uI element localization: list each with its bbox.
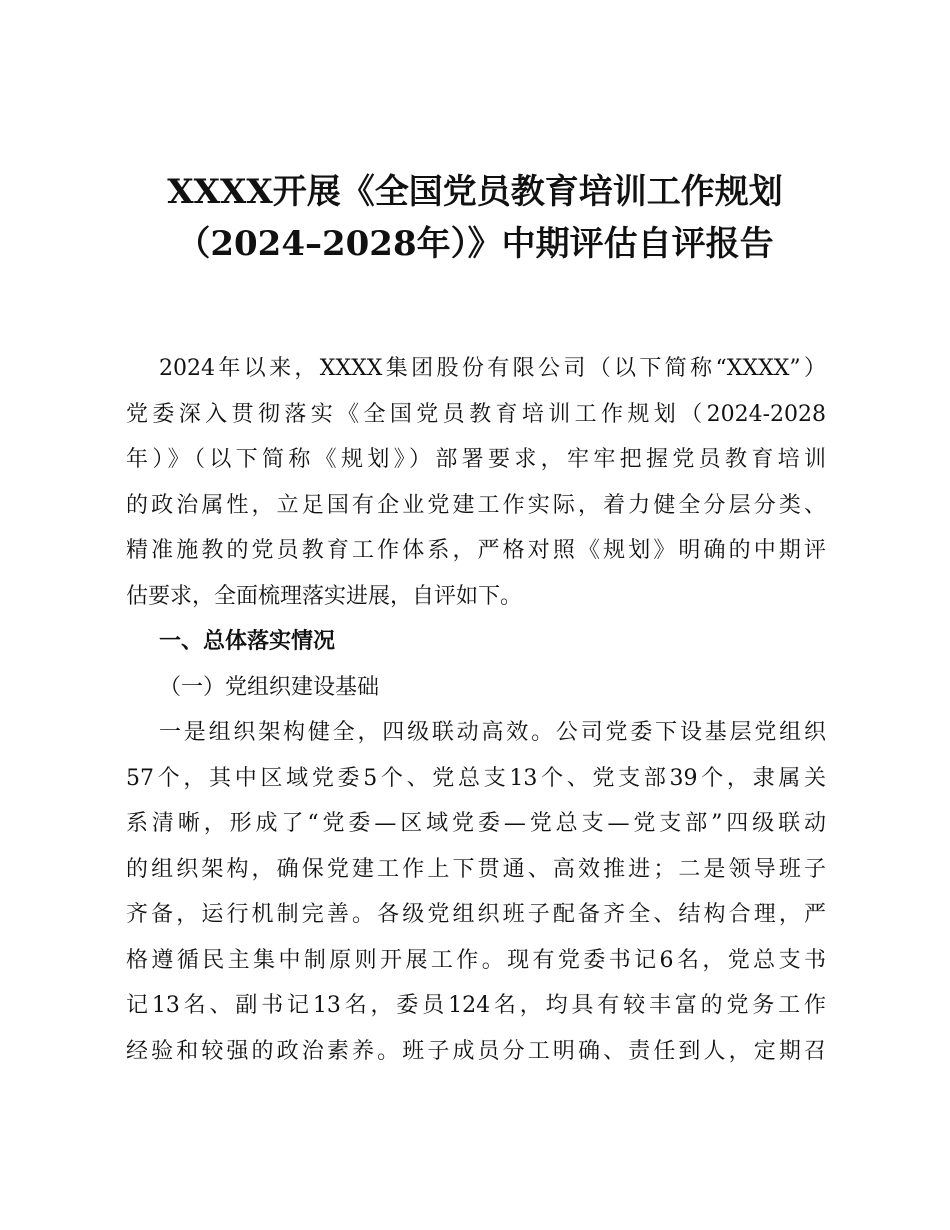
intro-line-1: 2024年以来，XXXX集团股份有限公司（以下简称“XXXX”） <box>159 356 826 381</box>
body-line-6: 格遵循民主集中制原则开展工作。现有党委书记6名，党总支书 <box>126 947 826 973</box>
body-line-5: 齐备，运行机制完善。各级党组织班子配备齐全、结构合理，严 <box>126 902 826 927</box>
document-title-line-2: （2024–2028年）》中期评估自评报告 <box>176 224 774 264</box>
body-line-7: 记13名、副书记13名，委员124名，均具有较丰富的党务工作 <box>126 993 826 1018</box>
document-title-line-1: XXXX开展《全国党员教育培训工作规划 <box>167 172 783 212</box>
body-line-4: 的组织架构，确保党建工作上下贯通、高效推进；二是领导班子 <box>126 856 826 882</box>
document-body <box>126 346 826 1074</box>
intro-line-3: 年）》（以下简称《规划》）部署要求，牢牢把握党员教育培训 <box>126 447 826 472</box>
body-line-2: 57个，其中区域党委5个、党总支13个、党支部39个，隶属关 <box>126 765 826 791</box>
section-heading: 一、总体落实情况 <box>159 629 336 654</box>
body-line-1: 一是组织架构健全，四级联动高效。公司党委下设基层党组织 <box>159 720 826 745</box>
body-line-8: 经验和较强的政治素养。班子成员分工明确、责任到人，定期召 <box>126 1038 826 1064</box>
subsection-heading: （一）党组织建设基础 <box>159 674 380 700</box>
intro-line-6: 估要求，全面梳理落实进展，自评如下。 <box>126 583 523 609</box>
intro-line-4: 的政治属性，立足国有企业党建工作实际，着力健全分层分类、 <box>126 492 826 518</box>
intro-line-2: 党委深入贯彻落实《全国党员教育培训工作规划（2024-2028 <box>126 401 826 427</box>
body-line-3: 系清晰，形成了“党委—区域党委—党总支—党支部”四级联动 <box>126 811 826 836</box>
intro-line-5: 精准施教的党员教育工作体系，严格对照《规划》明确的中期评 <box>126 538 826 563</box>
